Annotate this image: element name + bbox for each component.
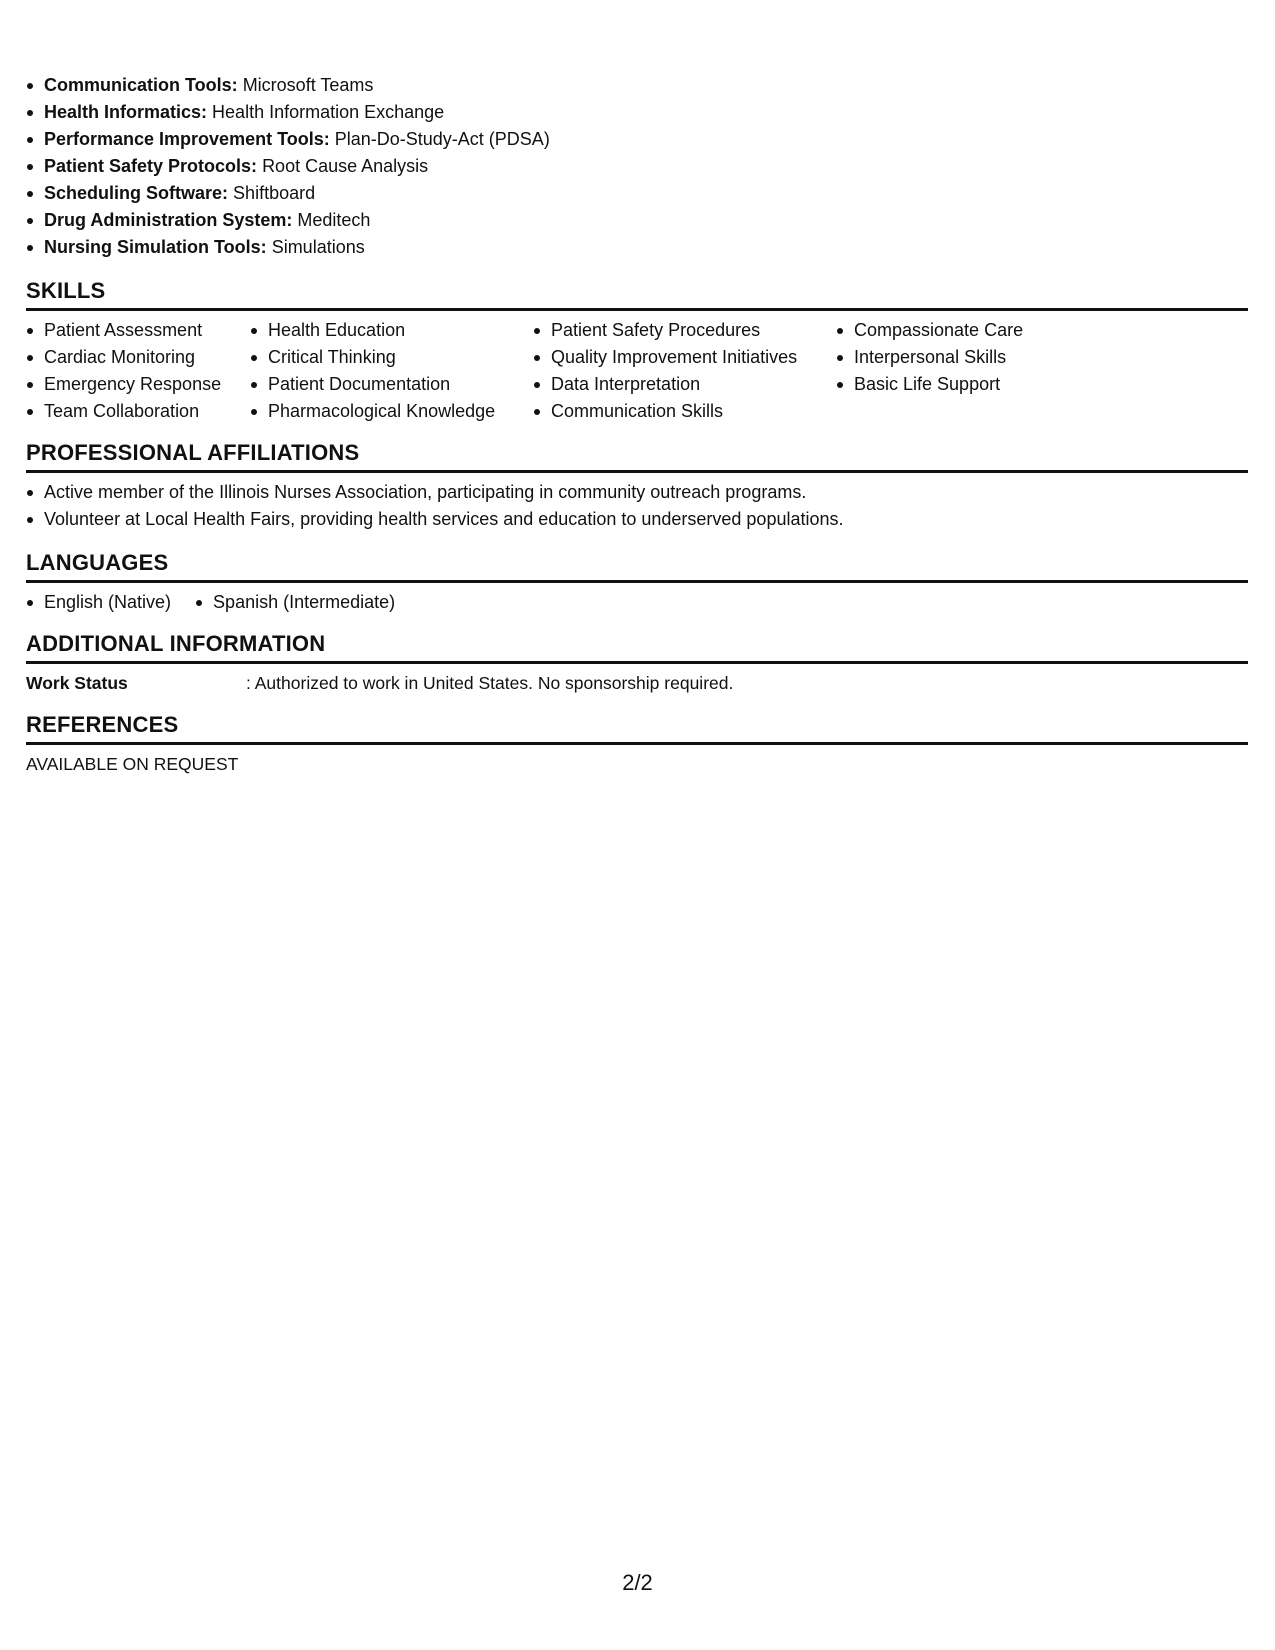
skill-item: Critical Thinking	[250, 344, 533, 371]
tool-item	[26, 234, 1248, 261]
tool-value: Shiftboard	[233, 183, 316, 203]
additional-info-heading: ADDITIONAL INFORMATION	[26, 630, 1248, 664]
tool-label: Performance Improvement Tools:	[44, 129, 330, 149]
tool-item	[26, 99, 1248, 126]
tool-value: Plan-Do-Study-Act (PDSA)	[334, 129, 550, 149]
skills-heading: SKILLS	[26, 277, 1248, 311]
tools-list	[26, 72, 1248, 261]
languages-list	[26, 589, 1248, 616]
languages-heading: LANGUAGES	[26, 549, 1248, 583]
tool-label: Communication Tools:	[44, 75, 238, 95]
tool-label: Nursing Simulation Tools:	[44, 237, 267, 257]
tool-item	[26, 207, 1248, 234]
work-status-value: : Authorized to work in United States. No sponsorship required.	[246, 673, 734, 693]
tool-item	[26, 153, 1248, 180]
skill-item: Cardiac Monitoring	[26, 344, 250, 371]
tool-label: Patient Safety Protocols:	[44, 156, 258, 176]
affiliation-item: Active member of the Illinois Nurses Association, participating in community outreach programs.	[26, 479, 1248, 506]
tool-value: Meditech	[297, 210, 371, 230]
tool-value: Microsoft Teams	[242, 75, 374, 95]
tool-value: Health Information Exchange	[212, 102, 445, 122]
affiliations-heading: PROFESSIONAL AFFILIATIONS	[26, 439, 1248, 473]
tool-item	[26, 72, 1248, 99]
references-heading: REFERENCES	[26, 711, 1248, 745]
tool-value: Simulations	[271, 237, 365, 257]
tool-item	[26, 180, 1248, 207]
skills-section	[26, 277, 1248, 425]
skill-item: Patient Assessment	[26, 317, 250, 344]
references-section	[26, 711, 1248, 778]
skills-column	[26, 317, 250, 425]
references-text: AVAILABLE ON REQUEST	[26, 754, 239, 774]
skills-column	[250, 317, 533, 425]
language-item: Spanish (Intermediate)	[195, 589, 395, 616]
skill-item: Interpersonal Skills	[836, 344, 1136, 371]
language-item: English (Native)	[26, 589, 171, 616]
skill-item: Communication Skills	[533, 398, 836, 425]
tool-item	[26, 126, 1248, 153]
affiliations-section	[26, 439, 1248, 533]
tool-label: Health Informatics:	[44, 102, 208, 122]
skill-item: Pharmacological Knowledge	[250, 398, 533, 425]
skill-item: Compassionate Care	[836, 317, 1136, 344]
affiliations-list	[26, 479, 1248, 533]
skill-item: Team Collaboration	[26, 398, 250, 425]
skill-item: Basic Life Support	[836, 371, 1136, 398]
work-status-label: Work Status	[26, 673, 128, 693]
tool-label: Drug Administration System:	[44, 210, 293, 230]
skill-item: Health Education	[250, 317, 533, 344]
skills-column	[533, 317, 836, 425]
page-number: 2/2	[622, 1570, 653, 1595]
skill-item: Data Interpretation	[533, 371, 836, 398]
skill-item: Emergency Response	[26, 371, 250, 398]
skill-item: Patient Documentation	[250, 371, 533, 398]
affiliation-item: Volunteer at Local Health Fairs, providing health services and education to underserved populations.	[26, 506, 1248, 533]
skills-grid	[26, 317, 1248, 425]
resume-page	[26, 72, 1248, 778]
skills-column	[836, 317, 1136, 425]
work-status-row	[26, 670, 1248, 697]
skill-item: Patient Safety Procedures	[533, 317, 836, 344]
tool-label: Scheduling Software:	[44, 183, 229, 203]
tool-value: Root Cause Analysis	[262, 156, 429, 176]
skill-item: Quality Improvement Initiatives	[533, 344, 836, 371]
languages-section	[26, 549, 1248, 616]
additional-info-section	[26, 630, 1248, 697]
